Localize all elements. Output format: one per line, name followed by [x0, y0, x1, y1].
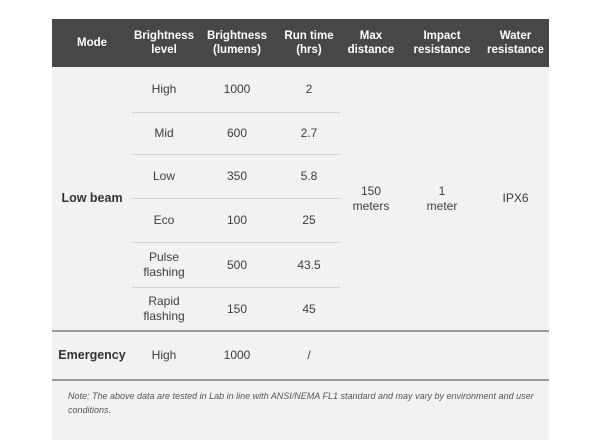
header-brightness-lumens: Brightness (lumens)	[206, 30, 268, 56]
row-eco-lumens: 100	[226, 213, 248, 227]
section-divider	[52, 379, 549, 381]
mode-emergency: Emergency	[58, 348, 126, 362]
table-header	[52, 19, 549, 67]
row-pulse-lumens: 500	[226, 257, 248, 272]
row-pulse-runtime: 43.5	[297, 257, 321, 272]
max-distance-value: 150 meters	[352, 183, 390, 213]
row-mid-lumens: 600	[226, 126, 248, 140]
header-max-distance: Max distance	[347, 30, 395, 56]
emergency-lumens: 1000	[223, 348, 251, 362]
header-impact-resistance: Impact resistance	[413, 30, 471, 56]
row-rapid-lumens: 150	[226, 301, 248, 316]
row-pulse-level: Pulse flashing	[143, 250, 185, 279]
row-high-runtime: 2	[305, 82, 313, 96]
header-water-resistance: Water resistance	[487, 30, 544, 56]
mode-low-beam: Low beam	[61, 191, 123, 205]
row-high-level: High	[151, 82, 177, 96]
header-run-time: Run time (hrs)	[284, 30, 334, 56]
row-mid-level: Mid	[154, 126, 174, 140]
water-resistance-value: IPX6	[502, 191, 529, 205]
row-high-lumens: 1000	[223, 82, 251, 96]
impact-resistance-value: 1 meter	[426, 183, 458, 213]
row-low-lumens: 350	[226, 169, 248, 183]
emergency-level: High	[151, 348, 177, 362]
row-rapid-level: Rapid flashing	[143, 294, 185, 323]
footnote: Note: The above data are tested in Lab in line with ANSI/NEMA FL1 standard and may vary by environment and user conditions.	[68, 391, 534, 415]
row-eco-level: Eco	[153, 213, 175, 227]
header-mode: Mode	[76, 37, 108, 49]
row-mid-runtime: 2.7	[300, 126, 318, 140]
row-low-runtime: 5.8	[300, 169, 318, 183]
row-rapid-runtime: 45	[302, 301, 316, 316]
spec-table-panel	[52, 19, 549, 440]
row-eco-runtime: 25	[302, 213, 316, 227]
header-brightness-level: Brightness level	[133, 30, 195, 56]
row-low-level: Low	[152, 169, 175, 183]
emergency-runtime: /	[307, 348, 311, 362]
